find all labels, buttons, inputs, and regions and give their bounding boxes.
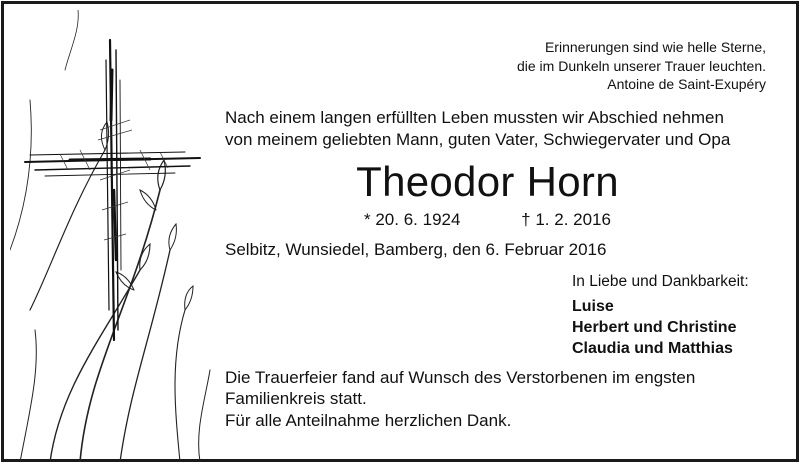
quote-author: Antoine de Saint-Exupéry <box>607 76 766 92</box>
funeral-note <box>225 367 745 409</box>
cross-and-wheat-illustration <box>10 10 215 462</box>
obituary-frame <box>1 1 799 462</box>
mourner-name: Claudia und Matthias <box>572 340 733 357</box>
quote-line-2: die im Dunkeln unserer Trauer leuchten. <box>516 57 766 74</box>
life-dates <box>225 209 750 231</box>
death-date: † 1. 2. 2016 <box>521 210 611 229</box>
deceased-name: Theodor Horn <box>356 158 619 205</box>
quote-line-1: Erinnerungen sind wie helle Sterne, <box>544 39 766 55</box>
intro-line-1: Nach einem langen erfüllten Leben mussten wir Abschied nehmen <box>225 108 724 127</box>
epigraph-quote <box>517 38 766 94</box>
place-and-date: Selbitz, Wunsiedel, Bamberg, den 6. Februar 2016 <box>225 240 607 259</box>
intro-text <box>225 107 730 151</box>
mourners-list <box>572 296 736 359</box>
signature-label: In Liebe und Dankbarkeit: <box>572 273 749 290</box>
mourner-name: Luise <box>572 298 614 315</box>
mourner-name: Herbert und Christine <box>572 319 737 336</box>
thanks-note: Für alle Anteilnahme herzlichen Dank. <box>225 411 512 430</box>
funeral-note-line-1: Die Trauerfeier fand auf Wunsch des Verstorbenen im engsten <box>225 368 696 387</box>
funeral-note-line-2: Familienkreis statt. <box>225 389 367 408</box>
birth-date: * 20. 6. 1924 <box>364 210 461 229</box>
intro-line-2: von meinem geliebten Mann, guten Vater, Schwiegervater und Opa <box>225 130 731 149</box>
